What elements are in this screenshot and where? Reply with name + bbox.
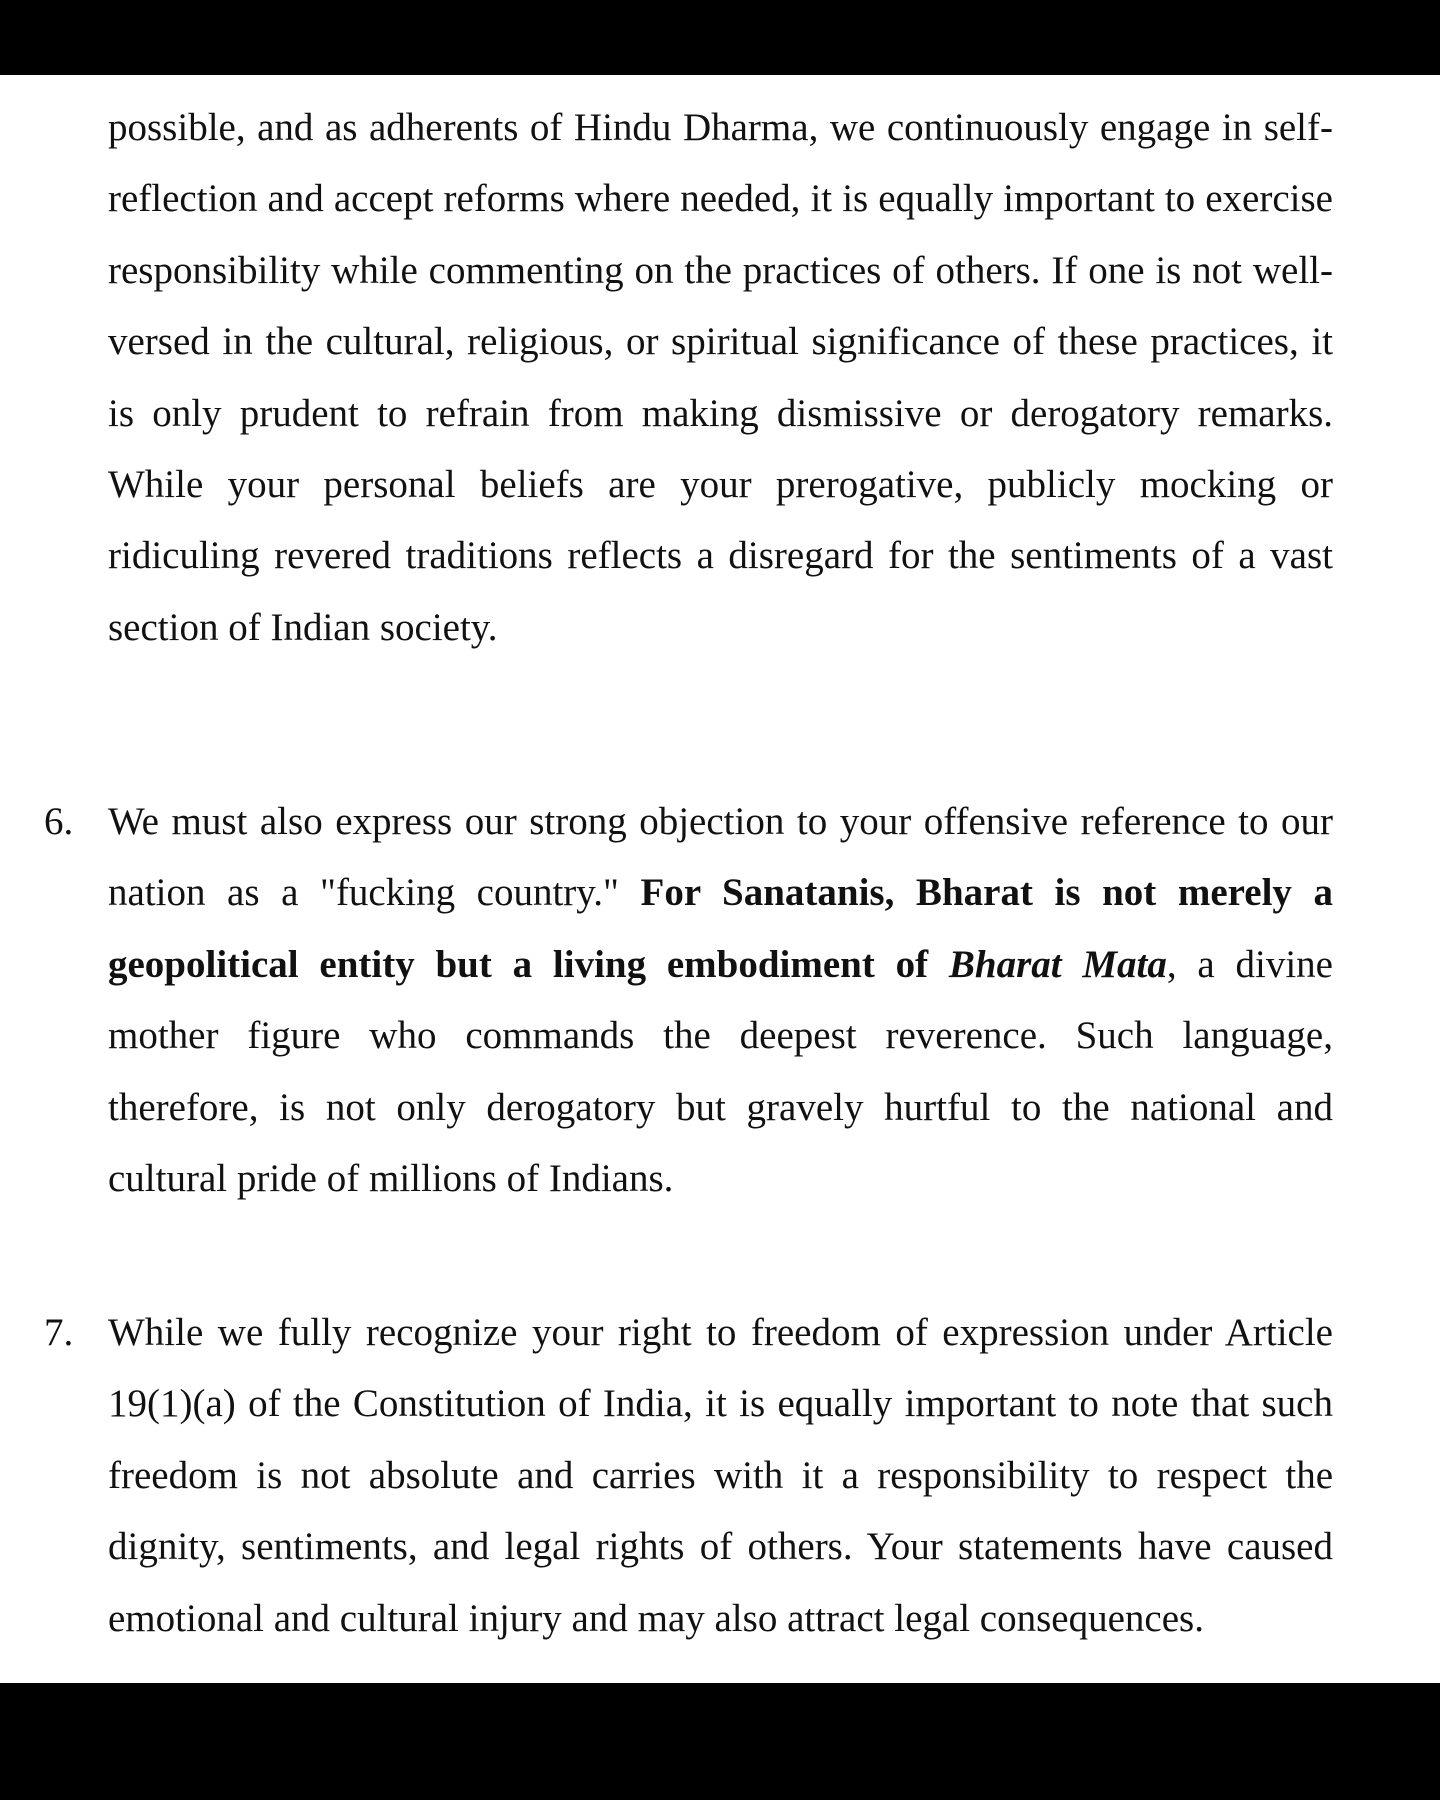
numbered-item-7 xyxy=(44,1297,1333,1654)
item-text-rest: , a divine mother figure who commands the deepest reverence. Such language, therefore, is not only derogatory but gravely hurtful to the national and cultural pride of millions of Indians. xyxy=(108,942,1333,1201)
item-text-bold: For Sanatanis, Bharat is not merely a geopolitical entity but a living embodiment of xyxy=(108,871,1333,986)
item-number: 7. xyxy=(44,1311,74,1354)
item-body xyxy=(108,786,1333,1214)
item-text-bold-italic: Bharat Mata xyxy=(948,942,1167,986)
bottom-black-bar xyxy=(0,1683,1440,1800)
document-page xyxy=(0,75,1440,1683)
top-black-bar xyxy=(0,0,1440,75)
item-body: While we fully recognize your right to freedom of expression under Article 19(1)(a) of the Constitution of India, it is equally important to note that such freedom is not absolute and carries with it a responsibility to respect the dignity, sentiments, and legal rights of others. Your statements have caused emotional and cultural injury and may also attract legal consequences. xyxy=(108,1311,1333,1640)
numbered-item-6 xyxy=(44,786,1333,1214)
item-text-intro: We must also express our strong objection to your offensive reference to our nation as a "fucking country." xyxy=(108,800,1333,915)
item-number: 6. xyxy=(44,800,74,843)
continuation-paragraph: possible, and as adherents of Hindu Dharma, we continuously engage in self-reflection and accept reforms where needed, it is equally important to exercise responsibility while commenting on the practices of others. If one is not well-versed in the cultural, religious, or spiritual significance of these practices, it is only prudent to refrain from making dismissive or derogatory remarks. While your personal beliefs are your prerogative, publicly mocking or ridiculing revered traditions reflects a disregard for the sentiments of a vast section of Indian society. xyxy=(108,106,1333,649)
